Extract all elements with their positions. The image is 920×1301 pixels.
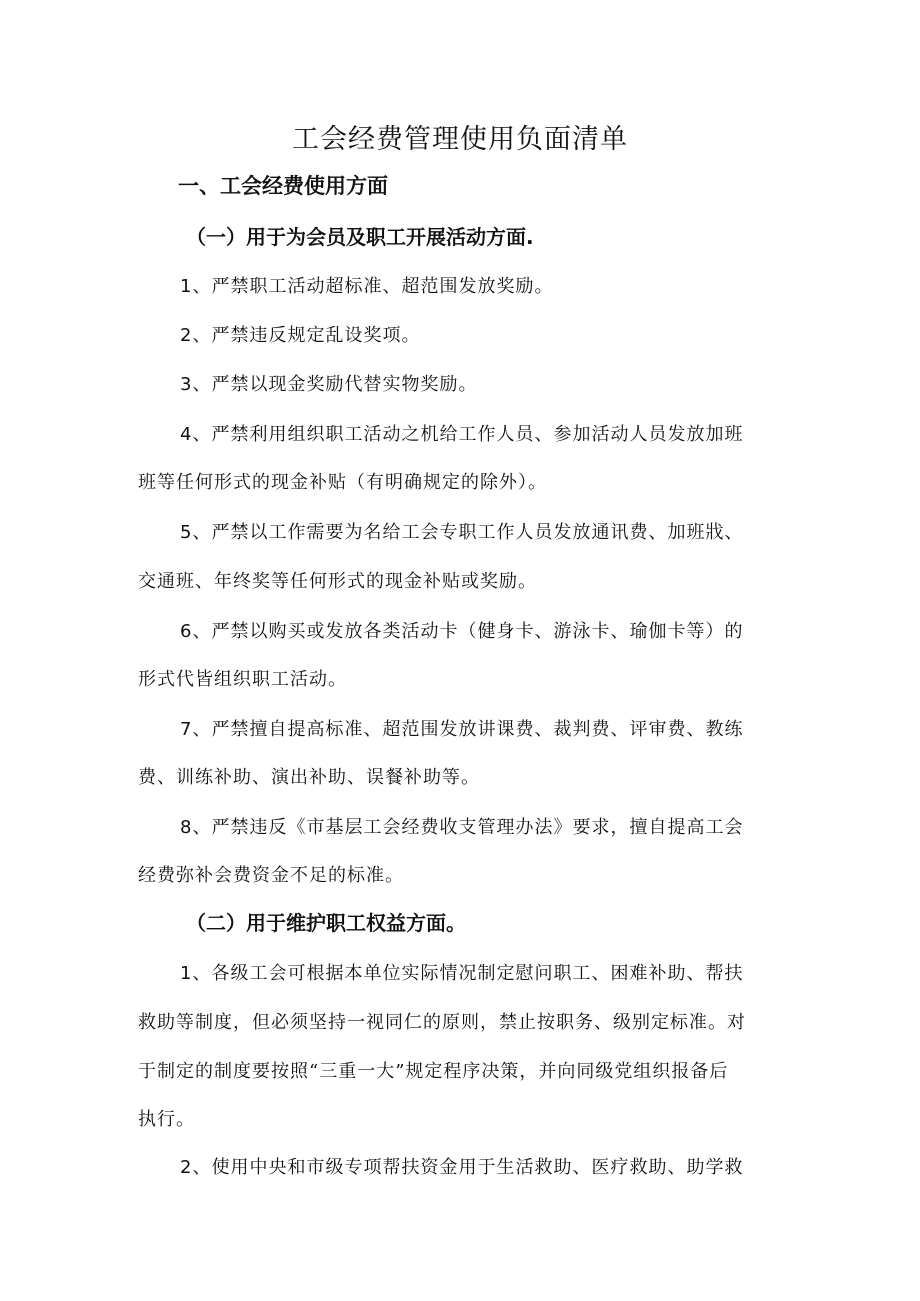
item-text-continued: 执行。 bbox=[138, 1109, 195, 1130]
item-number: 4、 bbox=[180, 424, 212, 445]
item-text: 严禁利用组织职工活动之机给工作人员、参加活动人员发放加班 bbox=[211, 424, 744, 445]
list-item bbox=[180, 617, 743, 643]
list-item bbox=[180, 420, 743, 446]
list-item bbox=[180, 321, 420, 347]
item-text-continued: 救助等制度，但必须坚持一视同仁的原则，禁止按职务、级别定标准。对 bbox=[138, 1012, 746, 1033]
document-title: 工会经费管理使用负面清单 bbox=[292, 124, 628, 155]
item-number: 8、 bbox=[180, 817, 212, 838]
item-text-continued: 形式代皆组织职工活动。 bbox=[138, 669, 347, 690]
item-number: 2、 bbox=[180, 1157, 212, 1178]
item-number: 6、 bbox=[180, 621, 212, 642]
subsection-heading-1: （一）用于为会员及职工开展活动方面. bbox=[186, 225, 534, 249]
item-text: 严禁以现金奖励代替实物奖励。 bbox=[211, 374, 478, 395]
list-item bbox=[180, 715, 743, 741]
item-number: 3、 bbox=[180, 374, 212, 395]
list-item bbox=[180, 813, 743, 839]
item-text: 各级工会可根据本单位实际情况制定慰问职工、困难补助、帮扶 bbox=[211, 963, 744, 984]
item-number: 7、 bbox=[180, 719, 212, 740]
item-number: 2、 bbox=[180, 325, 212, 346]
list-item bbox=[180, 272, 553, 298]
item-text: 严禁违反《市基层工会经费收支管理办法》要求，擅自提高工会 bbox=[211, 817, 744, 838]
item-text-continued: 交通班、年终奖等任何形式的现金补贴或奖励。 bbox=[138, 571, 537, 592]
item-text-continued: 班等任何形式的现金补贴（有明确规定的除外）。 bbox=[138, 472, 547, 493]
item-text: 严禁职工活动超标准、超范围发放奖励。 bbox=[211, 276, 554, 297]
item-text: 严禁擅自提高标准、超范围发放讲课费、裁判费、评审费、教练 bbox=[211, 719, 744, 740]
item-number: 5、 bbox=[180, 522, 212, 543]
item-text-continued: 于制定的制度要按照“三重一大”规定程序决策，并向同级党组织报备后 bbox=[138, 1061, 729, 1082]
list-item bbox=[180, 959, 743, 985]
item-text-continued: 费、训练补助、演出补助、误餐补助等。 bbox=[138, 767, 480, 788]
section-heading: 一、工会经费使用方面 bbox=[178, 174, 388, 198]
item-text-continued: 经费弥补会费资金不足的标准。 bbox=[138, 865, 404, 886]
item-text: 严禁以购买或发放各类活动卡（健身卡、游泳卡、瑜伽卡等）的 bbox=[211, 621, 744, 642]
item-text: 严禁以工作需要为名给工会专职工作人员发放通讯费、加班戕、 bbox=[211, 522, 744, 543]
item-number: 1、 bbox=[180, 963, 212, 984]
list-item bbox=[180, 518, 743, 544]
list-item bbox=[180, 370, 477, 396]
item-text: 使用中央和市级专项帮扶资金用于生活救助、医疗救助、助学救 bbox=[211, 1157, 744, 1178]
item-number: 1、 bbox=[180, 276, 212, 297]
subsection-heading-2: （二）用于维护职工权益方面。 bbox=[186, 911, 466, 935]
list-item bbox=[180, 1153, 743, 1179]
item-text: 严禁违反规定乱设奖项。 bbox=[211, 325, 421, 346]
